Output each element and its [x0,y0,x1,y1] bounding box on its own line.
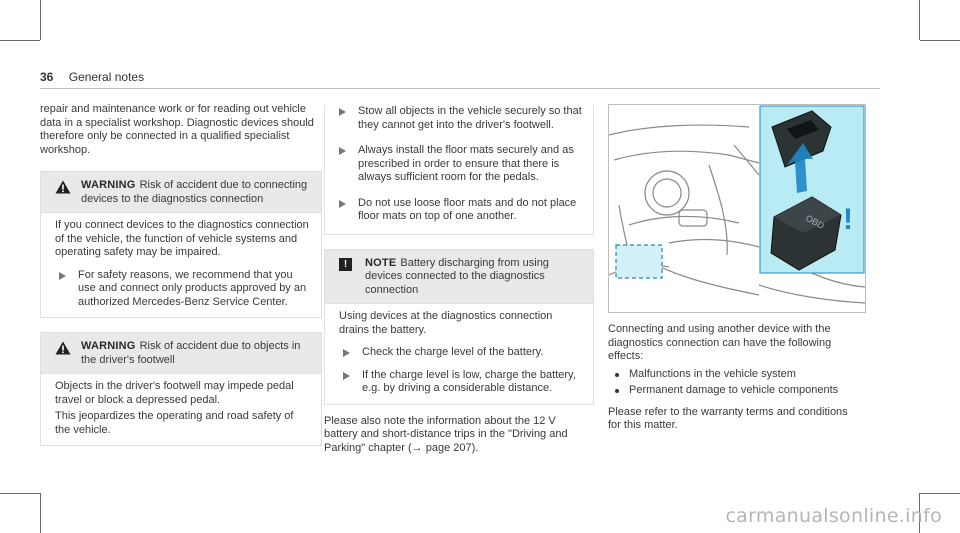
crop-mark [919,0,920,40]
step-arrow-icon [339,147,346,155]
column-2 [324,103,594,455]
warning-triangle-icon [55,179,71,206]
crop-mark [920,493,960,494]
intro-paragraph: repair and maintenance work or for reading out vehicle data in a specialist workshop. Diagnostic devices should therefore only be connected in a qualified specialist workshop. [40,103,314,156]
header-rule [40,88,880,89]
step-text: For safety reasons, we recommend that you use and connect only products approved by an authorized Mercedes-Benz Service Center. [78,268,307,308]
instruction-step [335,105,583,132]
bullet-icon [615,373,619,377]
note-keyword: NOTE [365,256,397,269]
list-item-text: Permanent damage to vehicle components [629,384,839,396]
warning-title-text [81,179,311,206]
page-number: 36 [40,70,54,84]
instruction-step [55,269,311,310]
step-text: Do not use loose floor mats and do not place floor mats on top of one another. [358,196,577,222]
closing-paragraph: Please refer to the warranty terms and conditions for this matter. [608,405,848,431]
step-text: If the charge level is low, charge the battery, e.g. by driving a considerable distance. [362,368,576,394]
note-body-text: Using devices at the diagnostics connection drains the battery. [339,310,553,336]
cross-reference-paragraph: Please also note the information about the 12 V battery and short-distance trips in the "Driving and Parking" chapter (→ page 207). [324,414,568,454]
instruction-step [335,197,583,224]
crop-mark [0,40,40,41]
warning-body-text: This jeopardizes the operating and road safety of the vehicle. [55,410,294,436]
warning-box-devices [40,171,322,318]
list-item-text: Malfunctions in the vehicle system [629,367,796,380]
warning-title: Risk of accident due to connecting devices to the diagnostics connection [81,179,308,205]
obd-connection-illustration [608,104,866,313]
warning-keyword: WARNING [81,179,136,191]
exclamation-mark: ! [843,203,853,236]
list-item [608,384,878,398]
note-head [325,250,593,304]
step-text: Stow all objects in the vehicle securely so that they cannot get into the driver's footwell. [358,105,582,131]
note-title: Battery discharging from using devices connected to the diagnostics connection [365,256,549,296]
note-body [325,303,593,404]
warning-head [41,333,321,373]
instruction-step [339,346,583,360]
column-3 [608,323,878,433]
warning-keyword: WARNING [81,340,136,352]
instruction-step [339,369,583,396]
vehicle-interior-drawing [609,105,865,312]
warning-body [41,212,321,317]
crop-mark [40,0,41,40]
watermark: carmanualsonline.info [725,505,942,527]
obd-port-highlight [616,245,662,278]
warning-title-text [81,340,311,367]
warning-triangle-icon [55,340,71,367]
warning-box-footwell [40,332,322,446]
note-title-text [365,257,583,298]
step-arrow-icon [339,108,346,116]
section-title: General notes [68,70,145,84]
step-arrow-icon [59,272,66,280]
step-arrow-icon [343,372,350,380]
warning-body-text: Objects in the driver's footwell may impede pedal travel or block a depressed pedal. [55,380,294,406]
step-arrow-icon [339,200,346,208]
obd-label: OBD [804,212,826,231]
bullet-icon [615,389,619,393]
warning-body-text: If you connect devices to the diagnostics connection of the vehicle, the function of vehicle systems and operating safety may be impaired. [55,219,309,258]
instruction-step [335,144,583,185]
list-item [608,368,878,382]
step-text: Check the charge level of the battery. [362,346,544,358]
crop-mark [920,40,960,41]
warning-title: Risk of accident due to objects in the driver's footwell [81,340,301,366]
note-box [324,249,594,405]
step-arrow-icon [343,349,350,357]
running-header [40,70,144,84]
column-1 [40,103,322,446]
crop-mark [40,493,41,533]
step-text: Always install the floor mats securely and as prescribed in order to ensure that there is always sufficient room for the pedals. [358,144,574,183]
warning-body [41,373,321,445]
crop-mark [0,493,40,494]
caption-paragraph: Connecting and using another device with the diagnostics connection can have the following effects: [608,323,832,362]
exclamation-icon: ! [339,258,352,271]
warning-head [41,172,321,212]
